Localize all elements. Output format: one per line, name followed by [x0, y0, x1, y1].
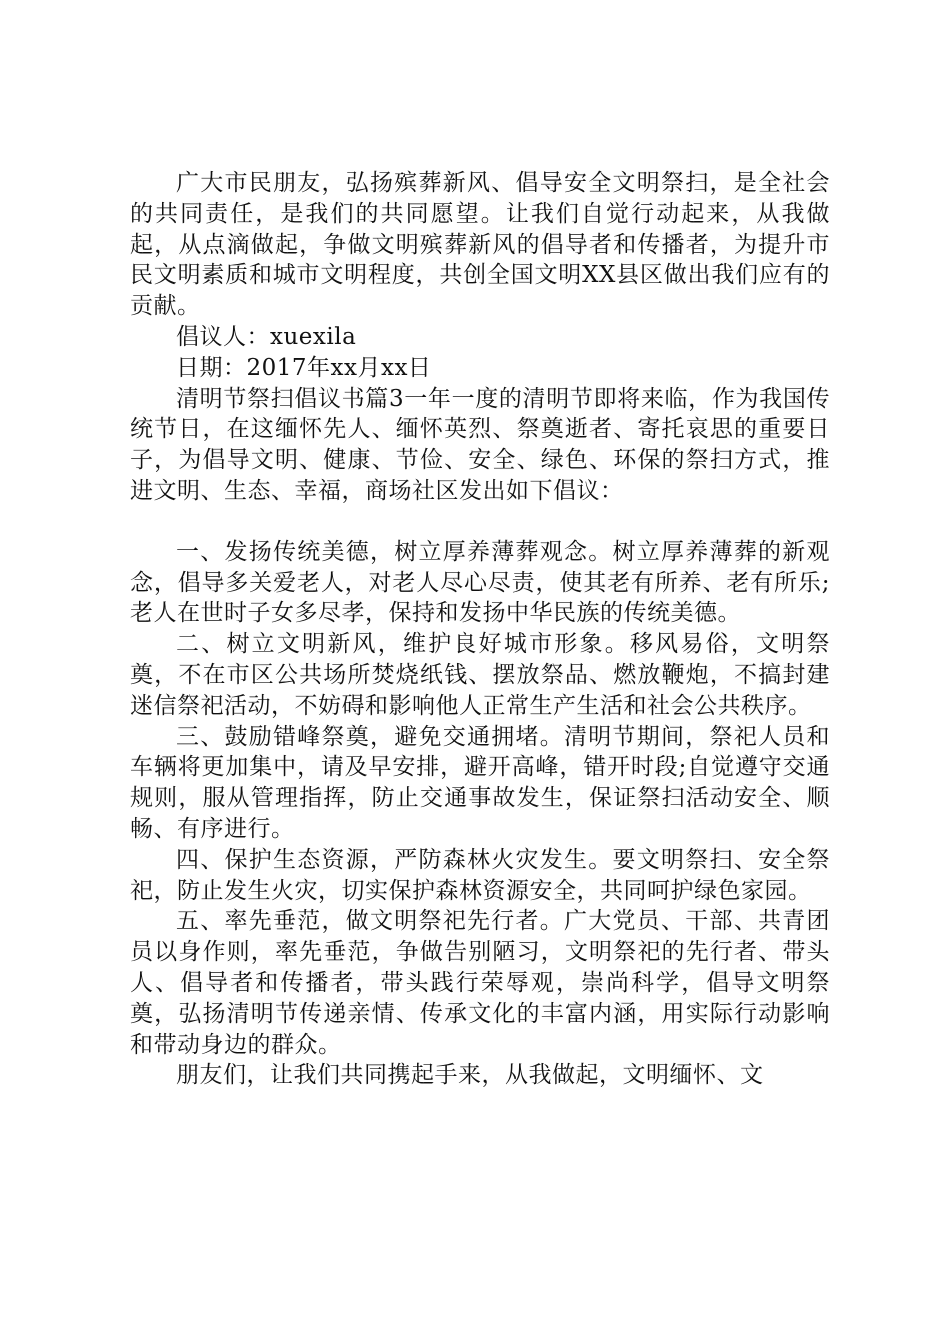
closing-appeal-paragraph: 广大市民朋友，弘扬殡葬新风、倡导安全文明祭扫，是全社会的共同责任，是我们的共同愿望。让我们自觉行动起来，从我做起，从点滴做起，争做文明殡葬新风的倡导者和传播者，为提升市民文明素质和城市文明程度，共创全国文明XX县区做出我们应有的贡献。 [130, 170, 830, 320]
proposal-item-3: 三、鼓励错峰祭奠，避免交通拥堵。清明节期间，祭祀人员和车辆将更加集中，请及早安排，避开高峰，错开时段;自觉遵守交通规则，服从管理指挥，防止交通事故发生，保证祭扫活动安全、顺畅、有序进行。 [130, 723, 830, 842]
proposal-item-2: 二、树立文明新风，维护良好城市形象。移风易俗，文明祭奠，不在市区公共场所焚烧纸钱、摆放祭品、燃放鞭炮，不搞封建迷信祭祀活动，不妨碍和影响他人正常生产生活和社会公共秩序。 [130, 631, 830, 719]
initiator-line: 倡议人：xuexila [176, 323, 357, 350]
proposal-item-1: 一、发扬传统美德，树立厚养薄葬观念。树立厚养薄葬的新观念，倡导多关爱老人，对老人尽心尽责，使其老有所养、老有所乐;老人在世时子女多尽孝，保持和发扬中华民族的传统美德。 [130, 538, 830, 627]
proposal-item-4: 四、保护生态资源，严防森林火灾发生。要文明祭扫、安全祭祀，防止发生火灾，切实保护森林资源安全，共同呵护绿色家园。 [130, 846, 830, 904]
proposal-intro-paragraph: 清明节祭扫倡议书篇3一年一度的清明节即将来临，作为我国传统节日，在这缅怀先人、缅怀英烈、祭奠逝者、寄托哀思的重要日子，为倡导文明、健康、节俭、安全、绿色、环保的祭扫方式，推进文明、生态、幸福，商场社区发出如下倡议： [130, 385, 830, 504]
paragraph-gap [130, 507, 830, 537]
proposal-item-5: 五、率先垂范，做文明祭祀先行者。广大党员、干部、共青团员以身作则，率先垂范，争做告别陋习，文明祭祀的先行者、带头人、倡导者和传播者，带头践行荣辱观，崇尚科学，倡导文明祭奠，弘扬清明节传递亲情、传承文化的丰富内涵，用实际行动影响和带动身边的群众。 [130, 908, 830, 1058]
date-line: 日期：2017年xx月xx日 [176, 354, 432, 381]
document-body [130, 168, 830, 1091]
closing-call-paragraph: 朋友们，让我们共同携起手来，从我做起，文明缅怀、文 [176, 1062, 764, 1089]
